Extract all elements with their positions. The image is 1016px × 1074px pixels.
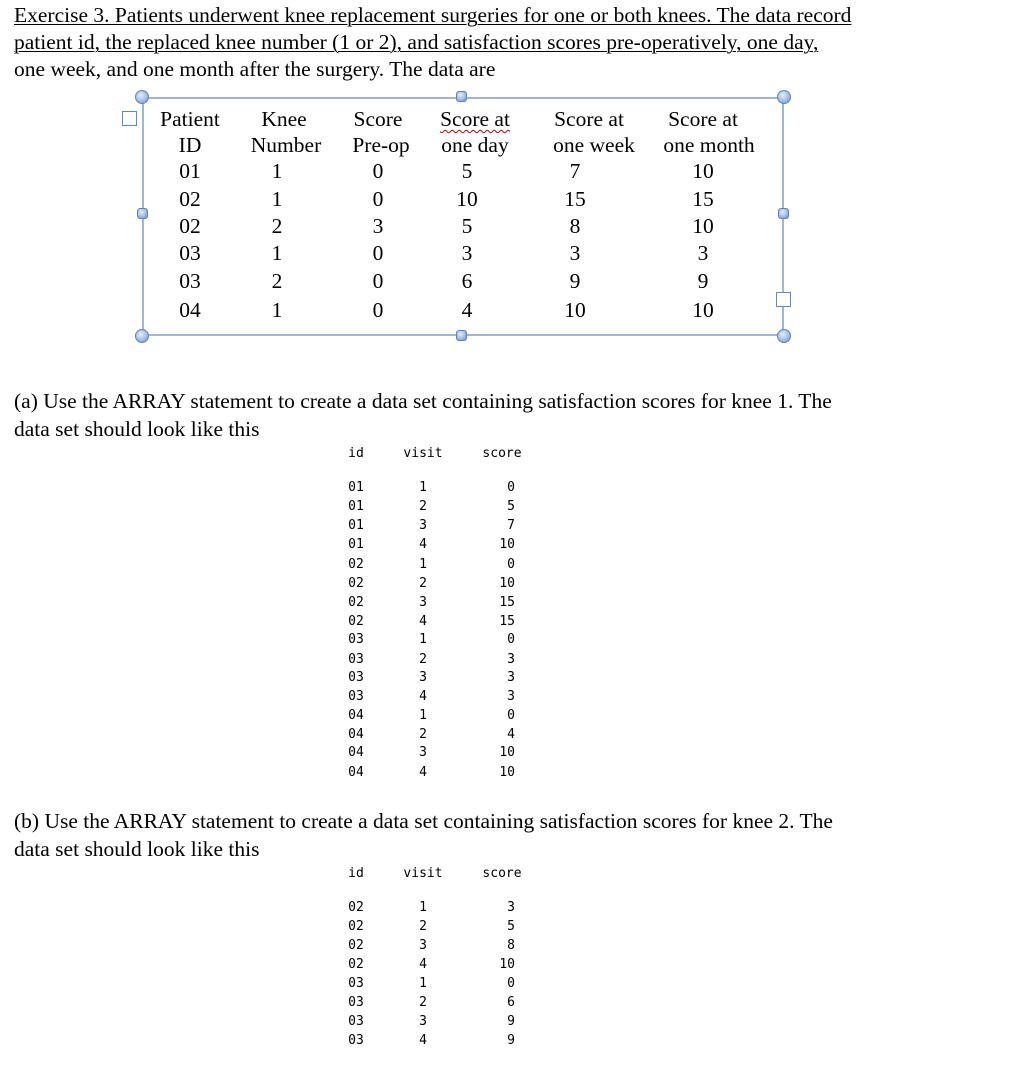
header-score-at-week: Score at <box>554 107 624 131</box>
cell-score-one-month: 9 <box>697 269 709 293</box>
cell-knee-number: 1 <box>271 187 283 211</box>
id-value: 03 <box>348 670 364 685</box>
id-value: 02 <box>348 919 364 934</box>
header-one-week: one week <box>553 133 635 157</box>
score-value: 6 <box>507 995 515 1010</box>
score-value: 10 <box>499 745 515 760</box>
visit-value: 2 <box>419 919 427 934</box>
anchor-icon[interactable] <box>776 292 791 307</box>
resize-handle-bottom-left[interactable] <box>135 329 149 343</box>
resize-handle-bottom[interactable] <box>456 330 467 341</box>
cell-score-one-day: 5 <box>461 214 473 238</box>
visit-value: 1 <box>419 557 427 572</box>
score-value: 3 <box>507 900 515 915</box>
cell-score-one-day: 10 <box>456 187 478 211</box>
id-value: 01 <box>348 480 364 495</box>
part-b-line-2: data set should look like this <box>14 837 260 861</box>
resize-handle-top[interactable] <box>456 91 467 102</box>
cell-knee-number: 2 <box>271 214 283 238</box>
score-value: 8 <box>507 938 515 953</box>
header-score-at-day <box>440 106 510 132</box>
score-value: 9 <box>507 1014 515 1029</box>
visit-value: 3 <box>419 1014 427 1029</box>
id-value: 02 <box>348 938 364 953</box>
id-value: 01 <box>348 518 364 533</box>
score-value: 3 <box>507 652 515 667</box>
part-b-line-1: (b) Use the ARRAY statement to create a data set containing satisfaction scores for knee 2. The <box>14 809 833 833</box>
cell-score-pre-op: 0 <box>372 269 384 293</box>
visit-value: 1 <box>419 976 427 991</box>
id-value: 04 <box>348 765 364 780</box>
column-header-visit: visit <box>403 446 443 461</box>
column-header-id: id <box>348 866 364 881</box>
cell-patient-id: 02 <box>179 187 201 211</box>
score-value: 5 <box>507 919 515 934</box>
column-header-id: id <box>348 446 364 461</box>
exercise-intro <box>14 2 1004 83</box>
header-score: Score <box>353 107 403 131</box>
cell-score-one-month: 3 <box>697 241 709 265</box>
score-value: 10 <box>499 765 515 780</box>
visit-value: 4 <box>419 689 427 704</box>
visit-value: 2 <box>419 995 427 1010</box>
cell-score-one-day: 3 <box>461 241 473 265</box>
cell-score-one-week: 8 <box>569 214 581 238</box>
visit-value: 4 <box>419 765 427 780</box>
cell-score-one-month: 10 <box>692 214 714 238</box>
cell-score-pre-op: 3 <box>372 214 384 238</box>
visit-value: 2 <box>419 652 427 667</box>
resize-handle-bottom-right[interactable] <box>777 329 791 343</box>
id-value: 03 <box>348 995 364 1010</box>
id-value: 02 <box>348 557 364 572</box>
cell-knee-number: 1 <box>271 298 283 322</box>
score-value: 9 <box>507 1033 515 1048</box>
id-value: 04 <box>348 745 364 760</box>
score-value: 5 <box>507 499 515 514</box>
cell-patient-id: 02 <box>179 214 201 238</box>
id-value: 02 <box>348 957 364 972</box>
column-header-score: score <box>482 866 522 881</box>
score-value: 3 <box>507 670 515 685</box>
resize-handle-top-left[interactable] <box>135 90 149 104</box>
score-value: 7 <box>507 518 515 533</box>
cell-score-one-month: 15 <box>692 187 714 211</box>
header-one-day: one day <box>441 133 509 157</box>
cell-score-one-month: 10 <box>692 159 714 183</box>
resize-handle-top-right[interactable] <box>777 90 791 104</box>
header-patient: Patient <box>160 107 220 131</box>
header-knee: Knee <box>261 107 307 131</box>
visit-value: 3 <box>419 745 427 760</box>
intro-line-3: one week, and one month after the surgery. The data are <box>14 57 496 81</box>
header-number: Number <box>250 133 322 157</box>
visit-value: 3 <box>419 518 427 533</box>
visit-value: 2 <box>419 727 427 742</box>
anchor-icon[interactable] <box>122 111 137 126</box>
cell-score-one-week: 9 <box>569 269 581 293</box>
header-score-at-day-text: Score at <box>440 107 510 131</box>
cell-knee-number: 1 <box>271 159 283 183</box>
header-one-month: one month <box>663 133 755 157</box>
cell-score-pre-op: 0 <box>372 159 384 183</box>
id-value: 04 <box>348 727 364 742</box>
header-pre-op: Pre-op <box>352 133 410 157</box>
visit-value: 1 <box>419 632 427 647</box>
cell-score-one-day: 4 <box>461 298 473 322</box>
cell-patient-id: 01 <box>179 159 201 183</box>
visit-value: 4 <box>419 1033 427 1048</box>
id-value: 01 <box>348 537 364 552</box>
id-value: 01 <box>348 499 364 514</box>
cell-score-one-day: 5 <box>461 159 473 183</box>
visit-value: 1 <box>419 900 427 915</box>
part-a-line-1: (a) Use the ARRAY statement to create a data set containing satisfaction scores for knee 1. The <box>14 389 832 413</box>
intro-line-2: patient id, the replaced knee number (1 or 2), and satisfaction scores pre-operatively, one day, <box>14 30 819 54</box>
score-value: 10 <box>499 537 515 552</box>
visit-value: 4 <box>419 537 427 552</box>
id-value: 03 <box>348 976 364 991</box>
header-score-at-month: Score at <box>668 107 738 131</box>
visit-value: 1 <box>419 708 427 723</box>
cell-knee-number: 2 <box>271 269 283 293</box>
visit-value: 4 <box>419 614 427 629</box>
id-value: 02 <box>348 900 364 915</box>
score-value: 10 <box>499 576 515 591</box>
visit-value: 1 <box>419 480 427 495</box>
cell-score-pre-op: 0 <box>372 187 384 211</box>
score-value: 0 <box>507 557 515 572</box>
cell-score-one-week: 3 <box>569 241 581 265</box>
intro-text-1: Patients underwent knee replacement surgeries for one or both knees. The data record <box>109 3 852 27</box>
score-value: 15 <box>499 595 515 610</box>
score-value: 0 <box>507 480 515 495</box>
intro-line-1 <box>14 2 1004 29</box>
id-value: 03 <box>348 1014 364 1029</box>
visit-value: 3 <box>419 670 427 685</box>
resize-handle-left[interactable] <box>137 208 148 219</box>
cell-knee-number: 1 <box>271 241 283 265</box>
cell-score-pre-op: 0 <box>372 241 384 265</box>
exercise-label: Exercise 3. <box>14 3 110 27</box>
visit-value: 2 <box>419 499 427 514</box>
cell-score-one-week: 7 <box>569 159 581 183</box>
cell-score-one-week: 10 <box>564 298 586 322</box>
id-value: 04 <box>348 708 364 723</box>
cell-score-pre-op: 0 <box>372 298 384 322</box>
id-value: 03 <box>348 632 364 647</box>
score-value: 4 <box>507 727 515 742</box>
header-id: ID <box>178 133 202 157</box>
score-value: 10 <box>499 957 515 972</box>
id-value: 03 <box>348 689 364 704</box>
id-value: 02 <box>348 595 364 610</box>
id-value: 02 <box>348 576 364 591</box>
visit-value: 3 <box>419 595 427 610</box>
score-value: 3 <box>507 689 515 704</box>
part-a-line-2: data set should look like this <box>14 417 260 441</box>
cell-patient-id: 03 <box>179 241 201 265</box>
cell-score-one-month: 10 <box>692 298 714 322</box>
id-value: 03 <box>348 652 364 667</box>
score-value: 15 <box>499 614 515 629</box>
visit-value: 2 <box>419 576 427 591</box>
resize-handle-right[interactable] <box>778 208 789 219</box>
cell-patient-id: 04 <box>179 298 201 322</box>
id-value: 03 <box>348 1033 364 1048</box>
column-header-visit: visit <box>403 866 443 881</box>
id-value: 02 <box>348 614 364 629</box>
score-value: 0 <box>507 708 515 723</box>
visit-value: 3 <box>419 938 427 953</box>
cell-score-one-day: 6 <box>461 269 473 293</box>
score-value: 0 <box>507 976 515 991</box>
cell-patient-id: 03 <box>179 269 201 293</box>
score-value: 0 <box>507 632 515 647</box>
cell-score-one-week: 15 <box>564 187 586 211</box>
column-header-score: score <box>482 446 522 461</box>
visit-value: 4 <box>419 957 427 972</box>
